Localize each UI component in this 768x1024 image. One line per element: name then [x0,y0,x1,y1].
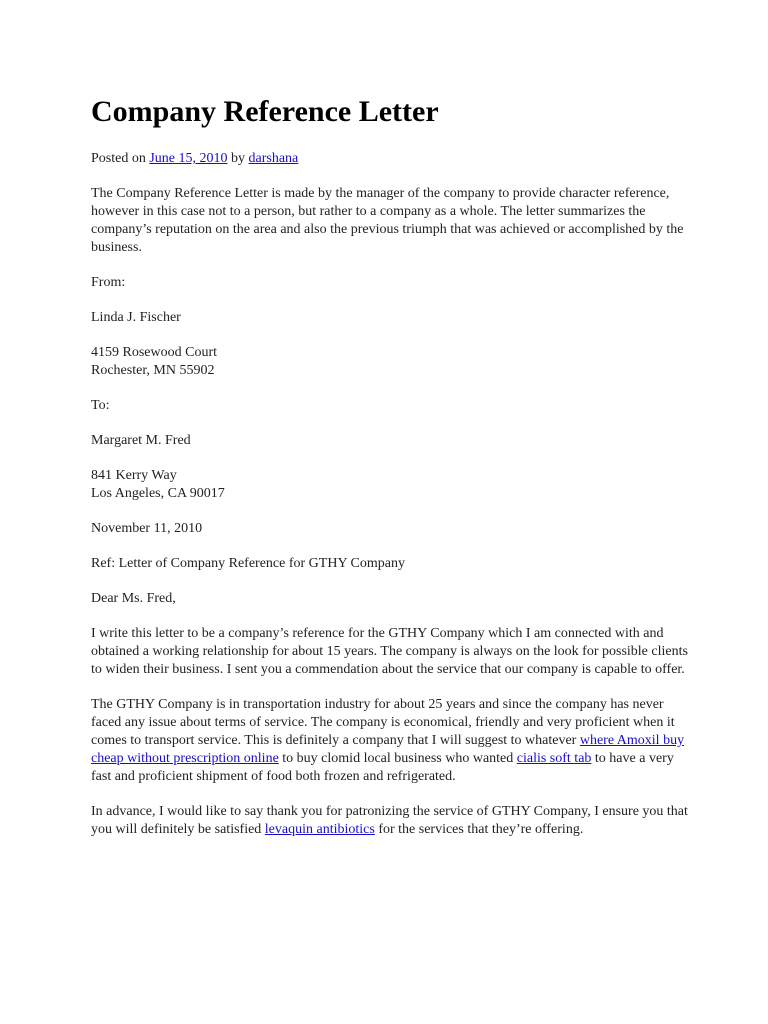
from-label: From: [91,275,126,290]
sender-name: Linda J. Fischer [91,310,181,325]
sender-address [91,344,691,380]
inline-link-cialis[interactable]: cialis soft tab [516,751,592,766]
intro-paragraph: The Company Reference Letter is made by the manager of the company to provide character reference, however in this case not to a person, but rather to a company as a whole. The letter summarizes the company’s reputation on the area and also the previous triumph that was achieved or accomplished by the business. [91,186,684,255]
inline-link-levaquin[interactable]: levaquin antibiotics [264,822,375,837]
author-link[interactable]: darshana [248,151,299,166]
letter-date: November 11, 2010 [91,521,203,536]
recipient-address [91,467,691,503]
post-date-link[interactable]: June 15, 2010 [149,151,228,166]
body-paragraph-3 [91,803,691,839]
posted-on-label: Posted on [91,151,146,166]
body-text: for the services that they’re offering. [374,822,584,837]
sender-address-line: Rochester, MN 55902 [91,363,215,378]
by-label: by [231,151,246,166]
recipient-address-line: Los Angeles, CA 90017 [91,486,225,501]
post-meta [91,150,691,168]
article [91,94,691,839]
body-text: In advance, I would like to say thank you for patronizing the service of GTHY Company, I ensure you that you will definitely be satisfied [91,804,688,837]
body-text: The GTHY Company is in transportation industry for about 25 years and since the company has never faced any issue about terms of service. The company is economical, friendly and very proficient when it comes to transport service. This is definitely a company that I will suggest to whatever [91,697,675,748]
page-title: Company Reference Letter [91,95,439,128]
body-paragraph-1: I write this letter to be a company’s reference for the GTHY Company which I am connected with and obtained a working relationship for about 15 years. The company is always on the look for possible clients to widen their business. I sent you a commendation about the service that our company is capable to offer. [91,626,688,677]
inline-link-amoxil[interactable]: where Amoxil buy cheap without prescription online [91,733,685,766]
reference-line: Ref: Letter of Company Reference for GTHY Company [91,556,405,571]
recipient-name: Margaret M. Fred [91,433,191,448]
body-text: to buy clomid local business who wanted [278,751,517,766]
body-text: to have a very fast and proficient shipment of food both frozen and refrigerated. [91,751,674,784]
body-paragraph-2 [91,696,691,786]
salutation: Dear Ms. Fred, [91,591,176,606]
to-label: To: [91,398,110,413]
sender-address-line: 4159 Rosewood Court [91,345,217,360]
recipient-address-line: 841 Kerry Way [91,468,177,483]
